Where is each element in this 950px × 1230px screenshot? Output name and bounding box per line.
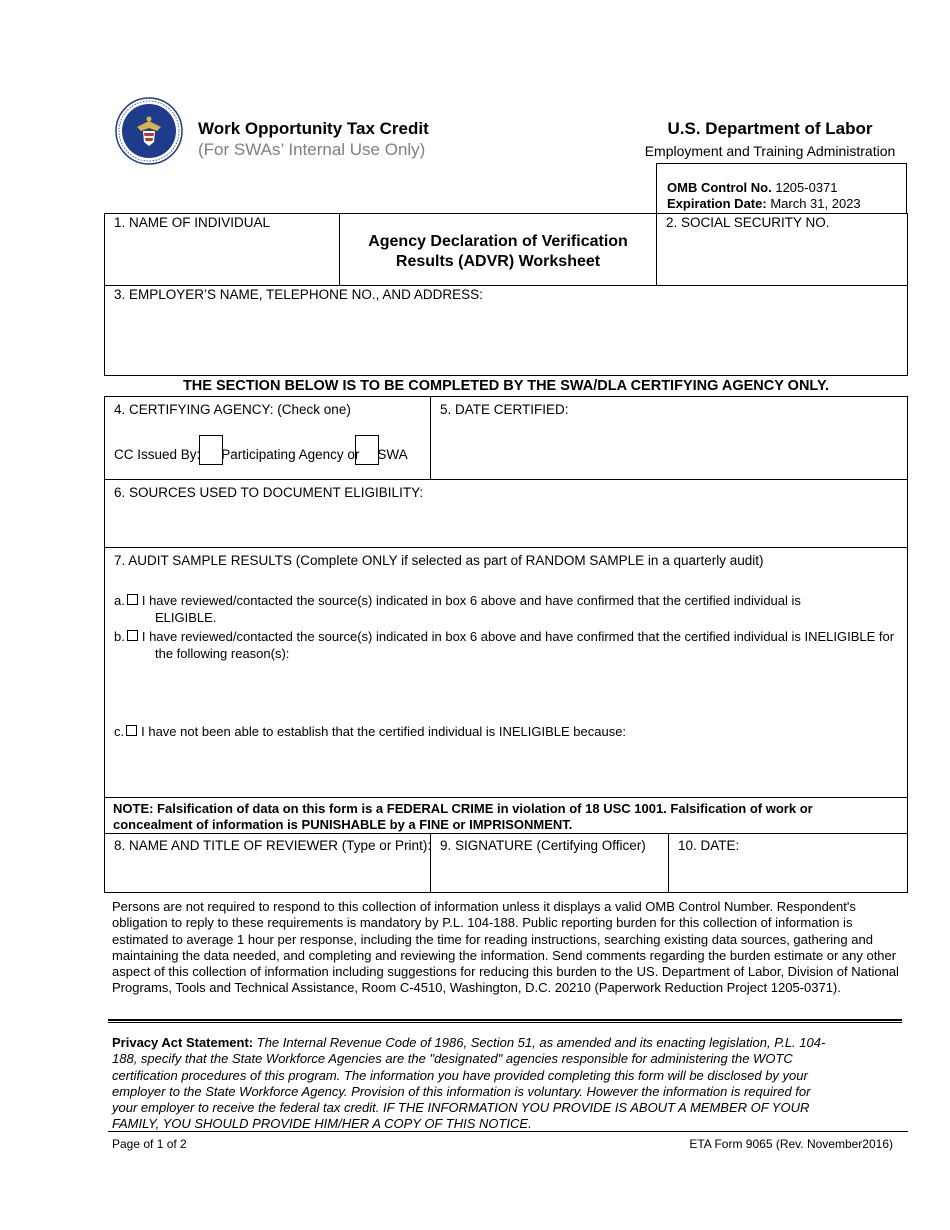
expiration-line: [667, 196, 861, 211]
expiration-label: Expiration Date:: [667, 196, 767, 211]
department-name: U.S. Department of Labor: [667, 119, 873, 138]
privacy-line: The Internal Revenue Code of 1986, Section 51, as amended and its enacting legislation, P.L. 104-: [256, 1035, 826, 1050]
expiration-value: March 31, 2023: [770, 196, 861, 211]
checkbox-swa[interactable]: [355, 435, 379, 465]
privacy-act-statement: [112, 1035, 912, 1133]
burden-line: maintaining the data needed, and completing and reviewing the information. Send comments regarding the burden estimate or any other: [112, 947, 897, 963]
privacy-line: certification procedures of this program. The information you have provided completing this form will be disclosed by your: [112, 1067, 808, 1083]
item-a-prefix: a.: [114, 593, 125, 608]
item-b-line2: the following reason(s):: [155, 646, 290, 661]
burden-statement: [112, 899, 912, 997]
burden-line: obligation to reply to these requirements is mandatory by P.L. 104-188. Public reporting burden for this collection of information is: [112, 915, 853, 931]
field3-label: 3. EMPLOYER’S NAME, TELEPHONE NO., AND ADDRESS:: [114, 287, 483, 302]
field5-label: 5. DATE CERTIFIED:: [440, 402, 569, 417]
form-title: [340, 232, 656, 272]
item-b-line1: I have reviewed/contacted the source(s) indicated in box 6 above and have confirmed that the certified individual is INELIGIBLE for: [141, 629, 895, 644]
dol-seal-logo: [115, 97, 183, 165]
field-employer-info[interactable]: [104, 285, 908, 376]
burden-line: estimated to average 1 hour per response, including the time for reading instructions, searching existing data sources, gathering and: [112, 931, 873, 947]
checkbox-participating-agency[interactable]: [199, 435, 223, 465]
field-social-security-no[interactable]: [656, 213, 908, 286]
field-date-certified[interactable]: [430, 396, 908, 480]
field2-label: 2. SOCIAL SECURITY NO.: [666, 215, 830, 230]
item-b-prefix: b.: [114, 629, 125, 644]
form-program-title: Work Opportunity Tax Credit: [198, 119, 429, 138]
field7-label: 7. AUDIT SAMPLE RESULTS (Complete ONLY if selected as part of RANDOM SAMPLE in a quarterly audit): [114, 553, 764, 568]
field1-label: 1. NAME OF INDIVIDUAL: [114, 215, 271, 230]
form-title-line1: Agency Declaration of Verification: [368, 233, 628, 250]
field8-label: 8. NAME AND TITLE OF REVIEWER (Type or Print):: [114, 838, 432, 853]
note-text: [113, 801, 813, 833]
audit-item-a: [114, 592, 904, 626]
privacy-line: FAMILY, YOU SHOULD PROVIDE HIM/HER A COPY OF THIS NOTICE.: [112, 1116, 532, 1132]
privacy-line: 188, specify that the State Workforce Agencies are the "designated" agencies responsible for administering the WOTC: [112, 1051, 793, 1067]
burden-line: Persons are not required to respond to this collection of information unless it displays a valid OMB Control Number. Respondent's: [112, 899, 856, 914]
checkbox-item-a[interactable]: [127, 594, 138, 605]
field6-label: 6. SOURCES USED TO DOCUMENT ELIGIBILITY:: [114, 485, 424, 500]
checkbox-item-c[interactable]: [126, 725, 137, 736]
omb-info-box: [656, 163, 907, 213]
form-title-cell: [339, 213, 657, 286]
option-participating-label: Participating Agency or: [221, 447, 360, 462]
note-line1: NOTE: Falsification of data on this form is a FEDERAL CRIME in violation of 18 USC 1001. Falsification of work or: [113, 801, 813, 816]
cc-issued-by-label: CC Issued By:: [114, 447, 201, 462]
audit-item-b: [114, 628, 909, 662]
burden-line: aspect of this collection of information including suggestions for reducing this burden to the US. Department of Labor, Division of National: [112, 964, 899, 980]
form-identifier: ETA Form 9065 (Rev. November2016): [689, 1137, 893, 1151]
field-certifying-agency: [104, 396, 431, 480]
field-name-of-individual[interactable]: [104, 213, 340, 286]
field10-label: 10. DATE:: [678, 838, 740, 853]
administration-name: Employment and Training Administration: [644, 143, 896, 159]
field4-label: 4. CERTIFYING AGENCY: (Check one): [114, 402, 351, 417]
item-a-line1: I have reviewed/contacted the source(s) indicated in box 6 above and have confirmed that the certified individual is: [141, 593, 801, 608]
omb-control-line: [667, 180, 838, 195]
item-c-prefix: c.: [114, 724, 125, 739]
omb-label: OMB Control No.: [667, 180, 772, 195]
audit-item-c: [114, 723, 904, 740]
field9-label: 9. SIGNATURE (Certifying Officer): [440, 838, 646, 853]
page-number: Page of 1 of 2: [112, 1137, 187, 1151]
option-swa-label: SWA: [377, 447, 408, 462]
footer-rule: [108, 1131, 908, 1132]
field-audit-sample-results: [104, 547, 908, 798]
field-signature[interactable]: [430, 833, 669, 893]
separator-rule: [108, 1019, 902, 1021]
field-date[interactable]: [668, 833, 908, 893]
cc-issued-by-row: [114, 435, 408, 465]
privacy-label: Privacy Act Statement:: [112, 1035, 254, 1050]
falsification-note: [104, 797, 908, 834]
form-title-line2: Results (ADVR) Worksheet: [395, 253, 601, 270]
form-program-subtitle: (For SWAs’ Internal Use Only): [198, 140, 426, 159]
item-c-line1: I have not been able to establish that the certified individual is INELIGIBLE because:: [141, 724, 627, 739]
burden-line: Programs, Tools and Technical Assistance, Room C-4510, Washington, D.C. 20210 (Paperwork Reduction Project 1205-0371).: [112, 980, 841, 996]
privacy-line: your employer to receive the federal tax credit. IF THE INFORMATION YOU PROVIDE IS ABOUT A MEMBER OF YOUR: [112, 1100, 810, 1116]
item-a-line2: ELIGIBLE.: [155, 610, 217, 625]
separator-rule-thin: [108, 1022, 902, 1023]
note-line2: concealment of information is PUNISHABLE by a FINE or IMPRISONMENT.: [113, 817, 573, 832]
section-heading: THE SECTION BELOW IS TO BE COMPLETED BY THE SWA/DLA CERTIFYING AGENCY ONLY.: [182, 378, 830, 394]
privacy-line: employer to the State Workforce Agency. Provision of this information is voluntary. However the information is required for: [112, 1083, 811, 1099]
omb-value: 1205-0371: [775, 180, 838, 195]
checkbox-item-b[interactable]: [127, 630, 138, 641]
field-reviewer-name-title[interactable]: [104, 833, 431, 893]
field-sources-eligibility[interactable]: [104, 479, 908, 548]
